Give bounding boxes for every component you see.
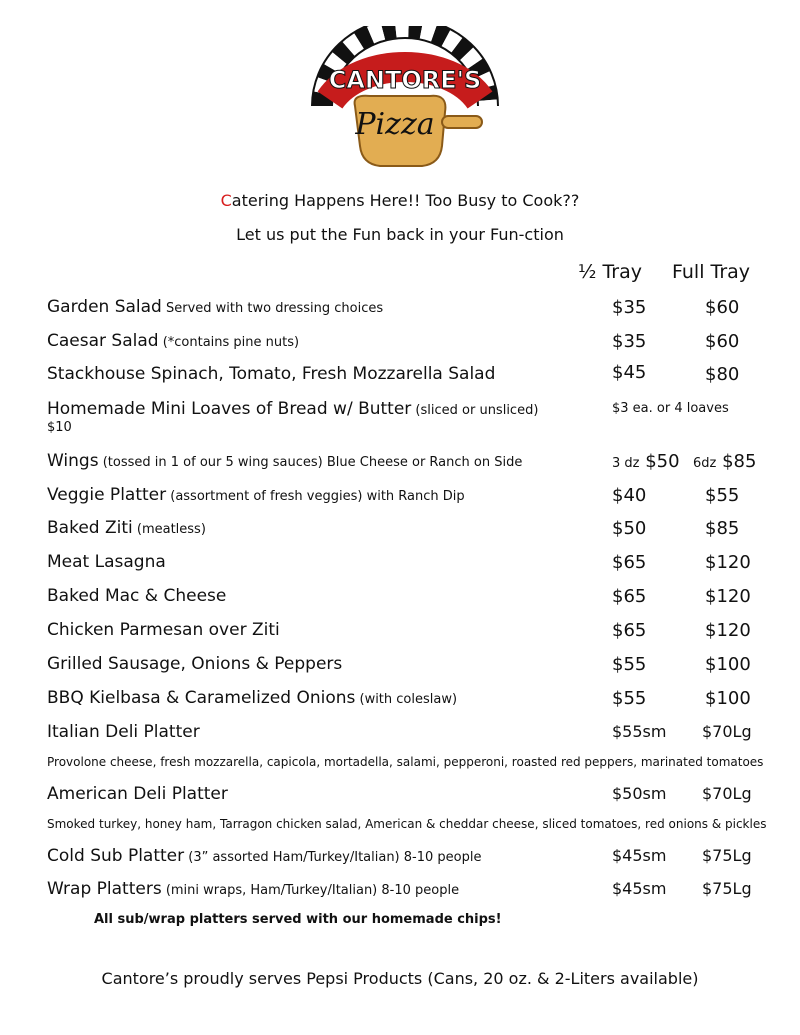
logo-word-text: Pizza	[355, 107, 435, 142]
price-half-qty: 3 dz	[612, 456, 640, 471]
item-note: (sliced or unsliced)	[411, 403, 539, 418]
american-deli-description: Smoked turkey, honey ham, Tarragon chicken salad, American & cheddar cheese, sliced tomatoes, red onions & pickles	[47, 817, 767, 831]
item-name: Baked Ziti	[47, 518, 133, 538]
menu-row-garden-salad	[47, 297, 767, 327]
italian-deli-description: Provolone cheese, fresh mozzarella, capicola, mortadella, salami, pepperoni, roasted red peppers, marinated tomatoes	[47, 755, 764, 769]
menu-row-cold-sub	[47, 846, 767, 876]
column-header-half-tray: ½ Tray	[578, 261, 642, 283]
price-half: $65	[612, 552, 647, 573]
menu-row-wings	[47, 451, 767, 481]
price-half: $50sm	[612, 784, 667, 803]
price-full: $55	[705, 485, 740, 506]
item-name: Caesar Salad	[47, 331, 159, 351]
item-note: (meatless)	[132, 522, 206, 537]
price-full: $100	[705, 688, 751, 709]
price-full: $60	[705, 297, 740, 318]
item-name: Stackhouse Spinach, Tomato, Fresh Mozzarella Salad	[47, 364, 496, 384]
menu-row-bread	[47, 399, 767, 439]
item-name: Chicken Parmesan over Ziti	[47, 620, 280, 640]
price-half: $50	[645, 451, 680, 472]
price-half: $45sm	[612, 879, 667, 898]
menu-row-caesar-salad	[47, 331, 767, 361]
menu-row-chicken-parm	[47, 620, 767, 650]
item-note: (3” assorted Ham/Turkey/Italian) 8-10 people	[184, 850, 482, 865]
menu-row-veggie-platter	[47, 485, 767, 515]
menu-row-stackhouse-salad	[47, 364, 767, 394]
price-half: $55	[612, 654, 647, 675]
price-full: $75Lg	[702, 846, 752, 865]
chips-note: All sub/wrap platters served with our homemade chips!	[94, 912, 502, 927]
item-name: Meat Lasagna	[47, 552, 166, 572]
price-half: $50	[612, 518, 647, 539]
item-name: American Deli Platter	[47, 784, 228, 804]
item-note: (with coleslaw)	[355, 692, 458, 707]
menu-row-bbq-kielbasa	[47, 688, 767, 718]
footer-pepsi-note: Cantore’s proudly serves Pepsi Products (Cans, 20 oz. & 2-Liters available)	[101, 969, 699, 988]
logo-brand-text: CANTORE'S	[328, 66, 482, 94]
price-full: $70Lg	[702, 784, 752, 803]
price-full: $85	[705, 518, 740, 539]
price-half: $65	[612, 586, 647, 607]
price-half: $45	[612, 362, 647, 383]
menu-row-mac-cheese	[47, 586, 767, 616]
item-name: Grilled Sausage, Onions & Peppers	[47, 654, 343, 674]
price-full: $60	[705, 331, 740, 352]
menu-row-baked-ziti	[47, 518, 767, 548]
item-name: Baked Mac & Cheese	[47, 586, 227, 606]
price-half: $65	[612, 620, 647, 641]
price-text: $3 ea. or 4 loaves	[612, 401, 729, 416]
item-name: Wrap Platters	[47, 879, 162, 899]
tagline-line-2: Let us put the Fun back in your Fun-ction	[236, 225, 564, 244]
price-half: $55sm	[612, 722, 667, 741]
price-half: $35	[612, 297, 647, 318]
price-full: $70Lg	[702, 722, 752, 741]
item-extra-price: $10	[47, 420, 72, 435]
tagline-red-letter: C	[220, 191, 232, 210]
price-full: $75Lg	[702, 879, 752, 898]
price-half: $35	[612, 331, 647, 352]
item-note: (*contains pine nuts)	[158, 335, 300, 350]
price-full: $85	[722, 451, 757, 472]
cantores-pizza-logo	[310, 26, 500, 176]
menu-row-meat-lasagna	[47, 552, 767, 582]
tagline-line-1	[0, 191, 800, 210]
menu-row-italian-deli	[47, 722, 767, 752]
item-name: Cold Sub Platter	[47, 846, 185, 866]
item-note: (mini wraps, Ham/Turkey/Italian) 8-10 people	[161, 883, 460, 898]
pizza-oven-logo-icon	[310, 26, 500, 176]
item-name: BBQ Kielbasa & Caramelized Onions	[47, 688, 356, 708]
price-full: $80	[705, 364, 740, 385]
price-half: $40	[612, 485, 647, 506]
item-name: Garden Salad	[47, 297, 162, 317]
item-note: (tossed in 1 of our 5 wing sauces) Blue Cheese or Ranch on Side	[98, 455, 523, 470]
price-half: $55	[612, 688, 647, 709]
item-name: Homemade Mini Loaves of Bread w/ Butter	[47, 399, 412, 419]
price-full: $120	[705, 620, 751, 641]
column-header-full-tray: Full Tray	[672, 261, 751, 283]
price-full: $100	[705, 654, 751, 675]
tagline-line-1-text: atering Happens Here!! Too Busy to Cook??	[231, 191, 580, 210]
menu-row-wrap-platters	[47, 879, 767, 909]
price-half: $45sm	[612, 846, 667, 865]
item-name: Italian Deli Platter	[47, 722, 200, 742]
item-note: (assortment of fresh veggies) with Ranch Dip	[166, 489, 465, 504]
price-full-qty: 6dz	[693, 456, 717, 471]
menu-row-grilled-sausage	[47, 654, 767, 684]
price-full: $120	[705, 586, 751, 607]
item-name: Wings	[47, 451, 99, 471]
price-full: $120	[705, 552, 751, 573]
item-name: Veggie Platter	[47, 485, 167, 505]
item-note: Served with two dressing choices	[161, 301, 384, 316]
menu-row-american-deli	[47, 784, 767, 814]
